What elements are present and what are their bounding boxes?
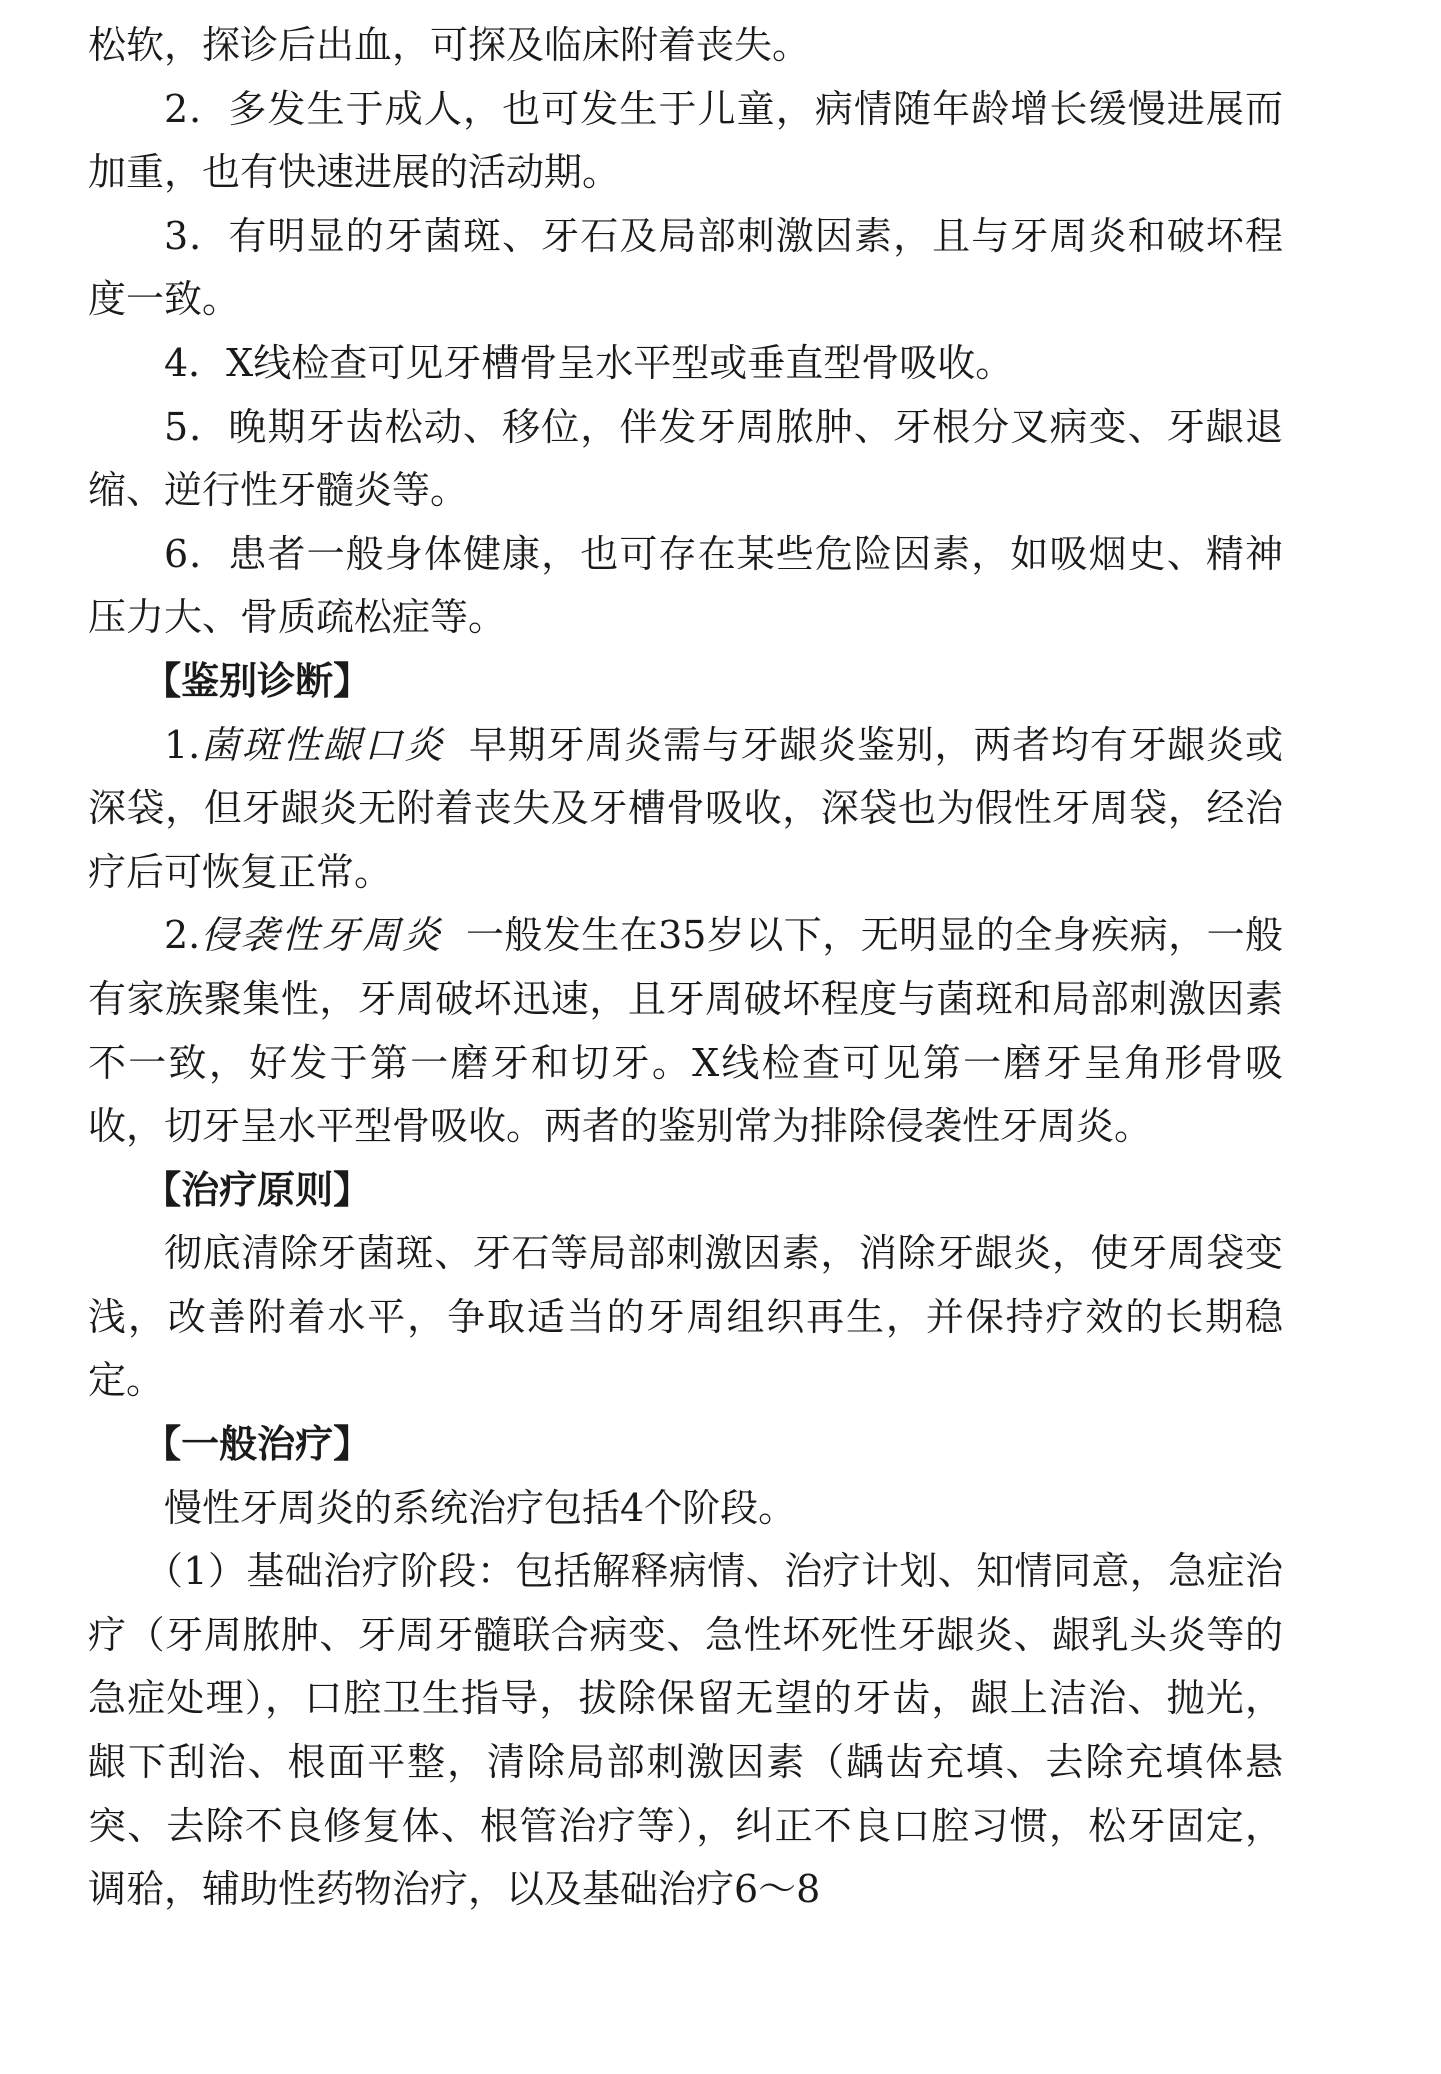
differential-item-2-term: 侵袭性牙周炎 xyxy=(200,913,443,958)
paragraph-continuation: 松软，探诊后出血，可探及临床附着丧失。 xyxy=(88,23,811,67)
section-heading-general-treatment: 【一般治疗】 xyxy=(143,1422,372,1467)
principle-text: 彻底清除牙菌斑、牙石等局部刺激因素，消除牙龈炎，使牙周袋变浅，改善附着水平，争取适当的牙周组织再生，并保持疗效的长期稳定。 xyxy=(88,1231,1283,1403)
section-heading-principle: 【治疗原则】 xyxy=(143,1167,372,1212)
symptom-item-4: 4．X线检查可见牙槽骨呈水平型或垂直型骨吸收。 xyxy=(164,340,1014,385)
differential-item-2-number: 2. xyxy=(164,913,201,958)
symptom-item-6: 6．患者一般身体健康，也可存在某些危险因素，如吸烟史、精神压力大、骨质疏松症等。 xyxy=(88,531,1283,640)
differential-item-1 xyxy=(88,714,1283,905)
differential-item-1-text: 早期牙周炎需与牙龈炎鉴别，两者均有牙龈炎或深袋，但牙龈炎无附着丧失及牙槽骨吸收，深袋也为假性牙周袋，经治疗后可恢复正常。 xyxy=(88,722,1283,894)
symptom-item-5: 5．晚期牙齿松动、移位，伴发牙周脓肿、牙根分叉病变、牙龈退缩、逆行性牙髓炎等。 xyxy=(88,404,1283,513)
general-treatment-intro: 慢性牙周炎的系统治疗包括4个阶段。 xyxy=(164,1485,797,1530)
symptom-item-2: 2．多发生于成人，也可发生于儿童，病情随年龄增长缓慢进展而加重，也有快速进展的活动期。 xyxy=(88,86,1283,195)
differential-item-2-text: 一般发生在35岁以下，无明显的全身疾病，一般有家族聚集性，牙周破坏迅速，且牙周破坏程度与菌斑和局部刺激因素不一致，好发于第一磨牙和切牙。X线检查可见第一磨牙呈角形骨吸收，切牙呈水平型骨吸收。两者的鉴别常为排除侵袭性牙周炎。 xyxy=(88,913,1284,1149)
section-heading-differential: 【鉴别诊断】 xyxy=(143,658,372,703)
differential-item-2 xyxy=(88,904,1283,1158)
symptom-item-3: 3．有明显的牙菌斑、牙石及局部刺激因素，且与牙周炎和破坏程度一致。 xyxy=(88,213,1283,322)
general-treatment-stage-1: （1）基础治疗阶段：包括解释病情、治疗计划、知情同意，急症治疗（牙周脓肿、牙周牙髓联合病变、急性坏死性牙龈炎、龈乳头炎等的急症处理），口腔卫生指导，拔除保留无望的牙齿，龈上洁治、抛光，龈下刮治、根面平整，清除局部刺激因素（龋齿充填、去除充填体悬突、去除不良修复体、根管治疗等），纠正不良口腔习惯，松牙固定，调𬌗，辅助性药物治疗，以及基础治疗6～8 xyxy=(88,1549,1283,1912)
document-page xyxy=(88,14,1283,1922)
differential-item-1-term: 菌斑性龈口炎 xyxy=(200,722,446,767)
differential-item-1-number: 1. xyxy=(164,722,201,767)
